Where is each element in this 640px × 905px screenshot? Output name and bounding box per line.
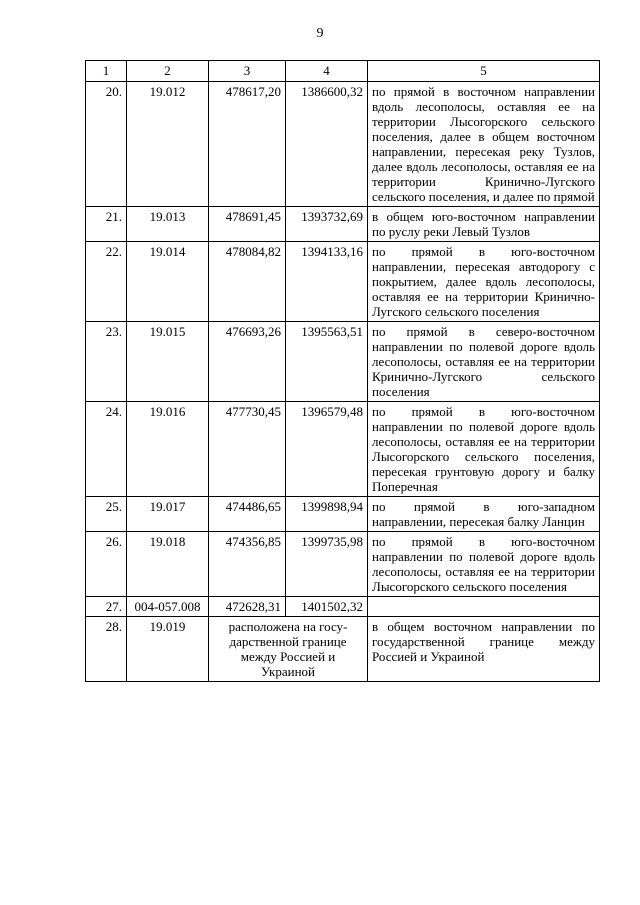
- column-header: 1: [86, 61, 127, 82]
- coordinate-y: 1394133,16: [286, 242, 368, 322]
- boundary-description: [368, 597, 600, 617]
- table-row: [86, 497, 600, 532]
- coordinate-x: 478617,20: [209, 82, 286, 207]
- row-number: 21.: [86, 207, 127, 242]
- coordinate-x: 474356,85: [209, 532, 286, 597]
- row-number: 25.: [86, 497, 127, 532]
- table-row: [86, 207, 600, 242]
- coordinate-x: 478084,82: [209, 242, 286, 322]
- point-code: 19.016: [127, 402, 209, 497]
- point-code: 19.015: [127, 322, 209, 402]
- coordinate-y: 1395563,51: [286, 322, 368, 402]
- boundary-description: по прямой в северо-восточном направлении по полевой дороге вдоль лесополосы, оставляя ее на территории Кринично-Лугского сельского поселения: [368, 322, 600, 402]
- boundary-description: по прямой в восточном направлении вдоль лесополосы, оставляя ее на территории Лысогорского сельского поселения, далее в общем восточном направлении, пересекая реку Тузлов, далее вдоль лесополосы, оставляя ее на территории Кринично-Лугского сельского поселения, и далее по прямой: [368, 82, 600, 207]
- row-number: 26.: [86, 532, 127, 597]
- coordinate-x: 474486,65: [209, 497, 286, 532]
- table-row: [86, 402, 600, 497]
- coordinate-y: 1399735,98: [286, 532, 368, 597]
- coordinate-y: 1386600,32: [286, 82, 368, 207]
- coordinate-y: 1393732,69: [286, 207, 368, 242]
- column-header: 5: [368, 61, 600, 82]
- row-number: 20.: [86, 82, 127, 207]
- table-row: [86, 617, 600, 682]
- table-row: [86, 597, 600, 617]
- coordinate-y: 1401502,32: [286, 597, 368, 617]
- row-number: 28.: [86, 617, 127, 682]
- boundary-description: в общем восточном направлении по государственной границе между Россией и Украиной: [368, 617, 600, 682]
- point-code: 19.018: [127, 532, 209, 597]
- table-row: [86, 82, 600, 207]
- coordinate-x: 477730,45: [209, 402, 286, 497]
- point-code: 004-057.008: [127, 597, 209, 617]
- coordinate-y: 1399898,94: [286, 497, 368, 532]
- table-row: [86, 532, 600, 597]
- row-number: 24.: [86, 402, 127, 497]
- table-header-row: [86, 61, 600, 82]
- column-header: 3: [209, 61, 286, 82]
- table-row: [86, 242, 600, 322]
- location-note: расположена на государственной границе между Россией и Украиной: [209, 617, 368, 682]
- point-code: 19.013: [127, 207, 209, 242]
- point-code: 19.019: [127, 617, 209, 682]
- table-row: [86, 322, 600, 402]
- row-number: 23.: [86, 322, 127, 402]
- boundary-description: по прямой в юго-восточном направлении, пересекая автодорогу с покрытием, далее вдоль лесополосы, оставляя ее на территории Кринично-Лугского сельского поселения: [368, 242, 600, 322]
- row-number: 27.: [86, 597, 127, 617]
- boundary-description: по прямой в юго-восточном направлении по полевой дороге вдоль лесополосы, оставляя ее на территории Лысогорского сельского поселения, пересекая грунтовую дорогу и балку Поперечная: [368, 402, 600, 497]
- row-number: 22.: [86, 242, 127, 322]
- point-code: 19.017: [127, 497, 209, 532]
- boundary-description: по прямой в юго-западном направлении, пересекая балку Ланцин: [368, 497, 600, 532]
- point-code: 19.012: [127, 82, 209, 207]
- coordinate-x: 478691,45: [209, 207, 286, 242]
- column-header: 2: [127, 61, 209, 82]
- point-code: 19.014: [127, 242, 209, 322]
- boundary-table: [85, 60, 600, 682]
- boundary-description: по прямой в юго-восточном направлении по полевой дороге вдоль лесополосы, оставляя ее на территории Лысогорского сельского поселения: [368, 532, 600, 597]
- coordinate-x: 476693,26: [209, 322, 286, 402]
- coordinate-y: 1396579,48: [286, 402, 368, 497]
- column-header: 4: [286, 61, 368, 82]
- boundary-description: в общем юго-восточном направлении по руслу реки Левый Тузлов: [368, 207, 600, 242]
- page-number: 9: [316, 26, 324, 41]
- coordinate-x: 472628,31: [209, 597, 286, 617]
